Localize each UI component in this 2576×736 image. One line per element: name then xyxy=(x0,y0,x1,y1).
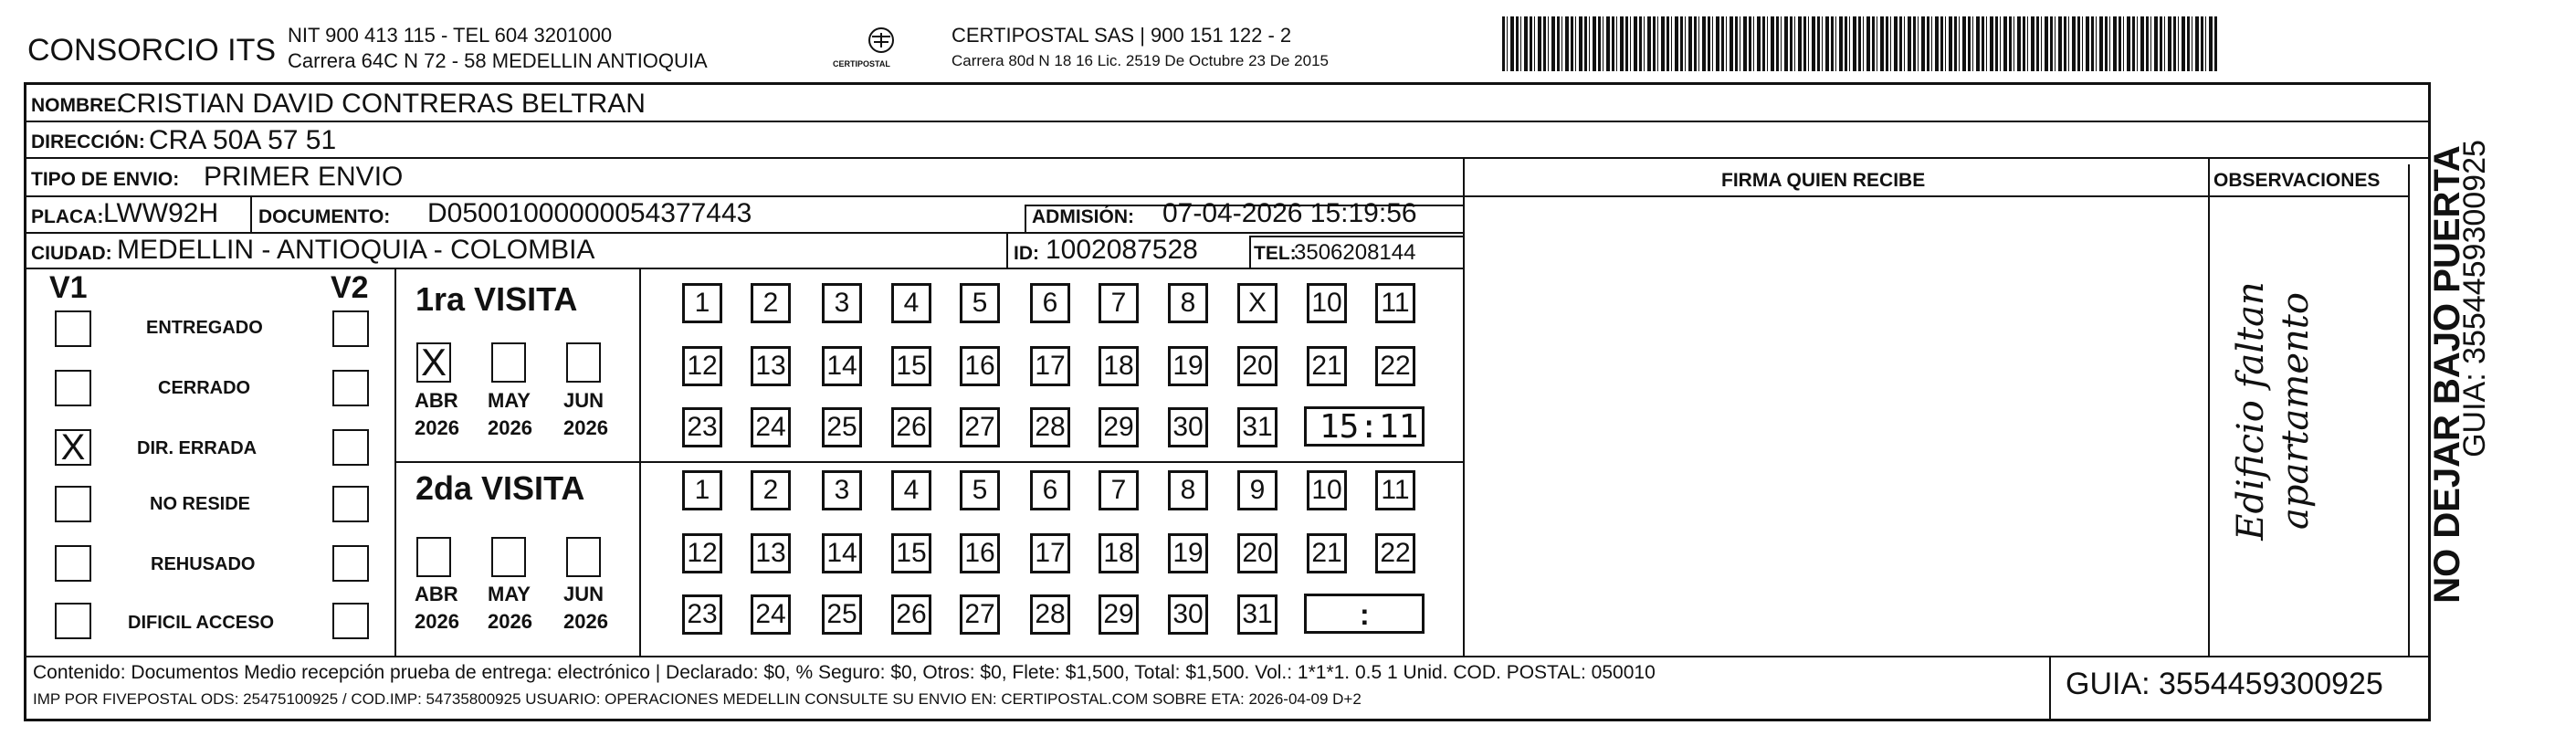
first-visit-day-1[interactable]: 1 xyxy=(682,283,722,323)
id-label: ID: xyxy=(1014,243,1039,264)
observaciones-line-1: Edificio faltan xyxy=(2230,281,2272,541)
documento-label: DOCUMENTO: xyxy=(258,206,391,227)
nombre-value: CRISTIAN DAVID CONTRERAS BELTRAN xyxy=(117,89,646,119)
second-visit-time: : xyxy=(1360,598,1370,631)
firma-left-border xyxy=(1463,157,1465,656)
certipostal-title: CERTIPOSTAL SAS | 900 151 122 - 2 xyxy=(952,24,1292,47)
v2-checkbox-cerrado[interactable] xyxy=(332,370,369,406)
first-visit-day-22[interactable]: 22 xyxy=(1375,346,1415,386)
status-label-rehusado: REHUSADO xyxy=(151,554,256,574)
first-visit-day-27[interactable]: 27 xyxy=(960,407,1000,447)
second-visit-day-3[interactable]: 3 xyxy=(822,470,862,510)
v2-checkbox-dir-errada[interactable] xyxy=(332,429,369,466)
second-visit-day-2[interactable]: 2 xyxy=(751,470,791,510)
row-divider xyxy=(26,157,2431,159)
second-visit-day-23[interactable]: 23 xyxy=(682,594,722,635)
first-visit-day-2[interactable]: 2 xyxy=(751,283,791,323)
side-guia: GUIA: 3554459300925 xyxy=(2457,140,2492,457)
second-visit-day-26[interactable]: 26 xyxy=(891,594,931,635)
first-visit-day-8[interactable]: 8 xyxy=(1168,283,1208,323)
year-label: 2026 xyxy=(563,610,608,633)
visit-divider xyxy=(394,461,1463,463)
v2-label: V2 xyxy=(331,270,369,305)
ciudad-label: CIUDAD: xyxy=(31,243,112,264)
first-visit-day-17[interactable]: 17 xyxy=(1030,346,1070,386)
cell-border xyxy=(1025,205,1026,232)
certipostal-address: Carrera 80d N 18 16 Lic. 2519 De Octubre 23 De 2015 xyxy=(952,52,1329,69)
first-visit-day-31[interactable]: 31 xyxy=(1237,407,1277,447)
status-label-dificil-acceso: DIFICIL ACCESO xyxy=(128,613,275,633)
second-visit-time-box[interactable] xyxy=(1304,594,1425,634)
year-label: 2026 xyxy=(415,416,459,439)
status-label-no-reside: NO RESIDE xyxy=(150,494,251,514)
v1-checkbox-cerrado[interactable] xyxy=(55,370,91,406)
second-visit-day-9[interactable]: 9 xyxy=(1237,470,1277,510)
cell-border xyxy=(1249,236,1251,268)
direccion-value: CRA 50A 57 51 xyxy=(149,125,337,155)
documento-value: D05001000000054377443 xyxy=(427,198,752,228)
year-label: 2026 xyxy=(563,416,608,439)
second-visit-day-16[interactable]: 16 xyxy=(960,533,1000,573)
first-visit-day-16[interactable]: 16 xyxy=(960,346,1000,386)
first-visit-day-25[interactable]: 25 xyxy=(822,407,862,447)
first-visit-day-30[interactable]: 30 xyxy=(1168,407,1208,447)
second-visit-day-31[interactable]: 31 xyxy=(1237,594,1277,635)
second-visit-day-15[interactable]: 15 xyxy=(891,533,931,573)
guia-box-border xyxy=(2049,656,2051,720)
year-label: 2026 xyxy=(488,610,532,633)
tel-value: 3506208144 xyxy=(1294,240,1416,265)
row-divider xyxy=(26,121,2431,122)
second-visit-month-jun[interactable] xyxy=(566,537,601,577)
v1-checkbox-dificil-acceso[interactable] xyxy=(55,603,91,639)
second-visit-day-8[interactable]: 8 xyxy=(1168,470,1208,510)
row-divider xyxy=(1463,195,2408,197)
v1-checkbox-no-reside[interactable] xyxy=(55,486,91,522)
second-visit-day-5[interactable]: 5 xyxy=(960,470,1000,510)
nit-tel: NIT 900 413 115 - TEL 604 3201000 xyxy=(288,24,613,47)
first-visit-time-box[interactable] xyxy=(1304,406,1425,447)
first-visit-time: 15:11 xyxy=(1320,408,1419,446)
right-inner-border xyxy=(2408,164,2410,657)
first-visit-day-14[interactable]: 14 xyxy=(822,346,862,386)
month-label: MAY xyxy=(488,583,531,605)
company-address: Carrera 64C N 72 - 58 MEDELLIN ANTIOQUIA xyxy=(288,49,708,72)
first-visit-day-12[interactable]: 12 xyxy=(682,346,722,386)
first-visit-day-23[interactable]: 23 xyxy=(682,407,722,447)
tipo-envio-value: PRIMER ENVIO xyxy=(204,162,404,192)
second-visit-title: 2da VISITA xyxy=(415,469,585,507)
no-dejar-bajo-puerta: NO DEJAR BAJO PUERTA xyxy=(2427,145,2467,604)
cell-border xyxy=(1006,232,1008,268)
first-visit-day-26[interactable]: 26 xyxy=(891,407,931,447)
second-visit-day-22[interactable]: 22 xyxy=(1375,533,1415,573)
observaciones-handwriting xyxy=(2212,199,2317,650)
first-visit-day-29[interactable]: 29 xyxy=(1099,407,1139,447)
first-visit-day-28[interactable]: 28 xyxy=(1030,407,1070,447)
admision-label: ADMISIÓN: xyxy=(1032,206,1134,227)
first-visit-day-20[interactable]: 20 xyxy=(1237,346,1277,386)
second-visit-day-28[interactable]: 28 xyxy=(1030,594,1070,635)
status-label-entregado: ENTREGADO xyxy=(146,318,263,338)
first-visit-day-19[interactable]: 19 xyxy=(1168,346,1208,386)
v1-checkbox-rehusado[interactable] xyxy=(55,545,91,582)
placa-value: LWW92H xyxy=(103,198,219,228)
firma-label: FIRMA QUIEN RECIBE xyxy=(1721,170,1926,191)
second-visit-day-30[interactable]: 30 xyxy=(1168,594,1208,635)
company-name: CONSORCIO ITS xyxy=(27,33,277,68)
second-visit-day-6[interactable]: 6 xyxy=(1030,470,1070,510)
ciudad-value: MEDELLIN - ANTIOQUIA - COLOMBIA xyxy=(117,235,595,265)
first-visit-day-13[interactable]: 13 xyxy=(751,346,791,386)
first-visit-day-3[interactable]: 3 xyxy=(822,283,862,323)
v1-checkbox-dir-errada[interactable]: X xyxy=(55,429,91,466)
first-visit-title: 1ra VISITA xyxy=(415,280,578,318)
direccion-label: DIRECCIÓN: xyxy=(31,131,145,152)
second-visit-day-1[interactable]: 1 xyxy=(682,470,722,510)
tel-label: TEL: xyxy=(1254,243,1297,264)
footer-contenido: Contenido: Documentos Medio recepción prueba de entrega: electrónico | Declarado: $0, % Seguro: $0, Otros: $0, Flete: $1,500, Total: $1,500. Vol.: 1*1*1. 0.5 1 Unid. COD. POSTAL: 050010 xyxy=(33,662,1656,683)
v2-checkbox-rehusado[interactable] xyxy=(332,545,369,582)
month-label: JUN xyxy=(563,389,605,412)
second-visit-day-11[interactable]: 11 xyxy=(1375,470,1415,510)
id-value: 1002087528 xyxy=(1046,235,1198,265)
first-visit-day-11[interactable]: 11 xyxy=(1375,283,1415,323)
first-visit-month-may[interactable] xyxy=(491,342,526,383)
second-visit-day-29[interactable]: 29 xyxy=(1099,594,1139,635)
first-visit-day-7[interactable]: 7 xyxy=(1099,283,1139,323)
first-visit-day-18[interactable]: 18 xyxy=(1099,346,1139,386)
second-visit-month-abr[interactable] xyxy=(416,537,451,577)
cell-border xyxy=(1249,236,1463,237)
second-visit-day-21[interactable]: 21 xyxy=(1307,533,1347,573)
footer-imp: IMP POR FIVEPOSTAL ODS: 25475100925 / COD.IMP: 54735800925 USUARIO: OPERACIONES MEDELLIN CONSULTE SU ENVIO EN: CERTIPOSTAL.COM SOBRE ETA: 2026-04-09 D+2 xyxy=(33,690,1362,708)
first-visit-month-jun[interactable] xyxy=(566,342,601,383)
barcode xyxy=(1502,16,2219,71)
second-visit-day-4[interactable]: 4 xyxy=(891,470,931,510)
second-visit-month-may[interactable] xyxy=(491,537,526,577)
logo-text: CERTIPOSTAL xyxy=(833,59,890,68)
observaciones-left-border xyxy=(2208,157,2210,656)
placa-label: PLACA: xyxy=(31,206,104,227)
first-visit-day-10[interactable]: 10 xyxy=(1307,283,1347,323)
v2-checkbox-entregado[interactable] xyxy=(332,310,369,347)
v2-checkbox-no-reside[interactable] xyxy=(332,486,369,522)
footer-guia: GUIA: 3554459300925 xyxy=(2066,667,2383,701)
row-divider xyxy=(26,656,2431,657)
v2-checkbox-dificil-acceso[interactable] xyxy=(332,603,369,639)
nombre-label: NOMBRE: xyxy=(31,95,123,116)
first-visit-day-24[interactable]: 24 xyxy=(751,407,791,447)
first-visit-day-9[interactable]: X xyxy=(1237,283,1277,323)
month-label: JUN xyxy=(563,583,605,605)
second-visit-day-17[interactable]: 17 xyxy=(1030,533,1070,573)
year-label: 2026 xyxy=(488,416,532,439)
status-label-cerrado: CERRADO xyxy=(158,378,251,398)
observaciones-line-2: apartamento xyxy=(2275,292,2317,530)
second-visit-day-25[interactable]: 25 xyxy=(822,594,862,635)
second-visit-day-18[interactable]: 18 xyxy=(1099,533,1139,573)
first-visit-day-4[interactable]: 4 xyxy=(891,283,931,323)
observaciones-label: OBSERVACIONES xyxy=(2213,170,2381,191)
first-visit-day-5[interactable]: 5 xyxy=(960,283,1000,323)
year-label: 2026 xyxy=(415,610,459,633)
status-label-dir-errada: DIR. ERRADA xyxy=(137,438,258,458)
month-label: MAY xyxy=(488,389,531,412)
first-visit-day-15[interactable]: 15 xyxy=(891,346,931,386)
second-visit-day-14[interactable]: 14 xyxy=(822,533,862,573)
first-visit-month-abr[interactable]: X xyxy=(416,342,451,383)
cell-border xyxy=(250,195,252,232)
second-visit-day-12[interactable]: 12 xyxy=(682,533,722,573)
second-visit-day-20[interactable]: 20 xyxy=(1237,533,1277,573)
row-divider xyxy=(26,232,1463,234)
second-visit-day-7[interactable]: 7 xyxy=(1099,470,1139,510)
second-visit-day-19[interactable]: 19 xyxy=(1168,533,1208,573)
second-visit-day-13[interactable]: 13 xyxy=(751,533,791,573)
second-visit-day-27[interactable]: 27 xyxy=(960,594,1000,635)
v1-checkbox-entregado[interactable] xyxy=(55,310,91,347)
second-visit-day-10[interactable]: 10 xyxy=(1307,470,1347,510)
row-divider xyxy=(26,195,1463,197)
first-visit-day-21[interactable]: 21 xyxy=(1307,346,1347,386)
admision-value: 07-04-2026 15:19:56 xyxy=(1162,198,1417,228)
month-label: ABR xyxy=(415,389,458,412)
tipo-envio-label: TIPO DE ENVIO: xyxy=(31,169,180,190)
second-visit-day-24[interactable]: 24 xyxy=(751,594,791,635)
first-visit-day-6[interactable]: 6 xyxy=(1030,283,1070,323)
month-label: ABR xyxy=(415,583,458,605)
row-divider xyxy=(26,268,1463,269)
v1-label: V1 xyxy=(49,270,88,305)
